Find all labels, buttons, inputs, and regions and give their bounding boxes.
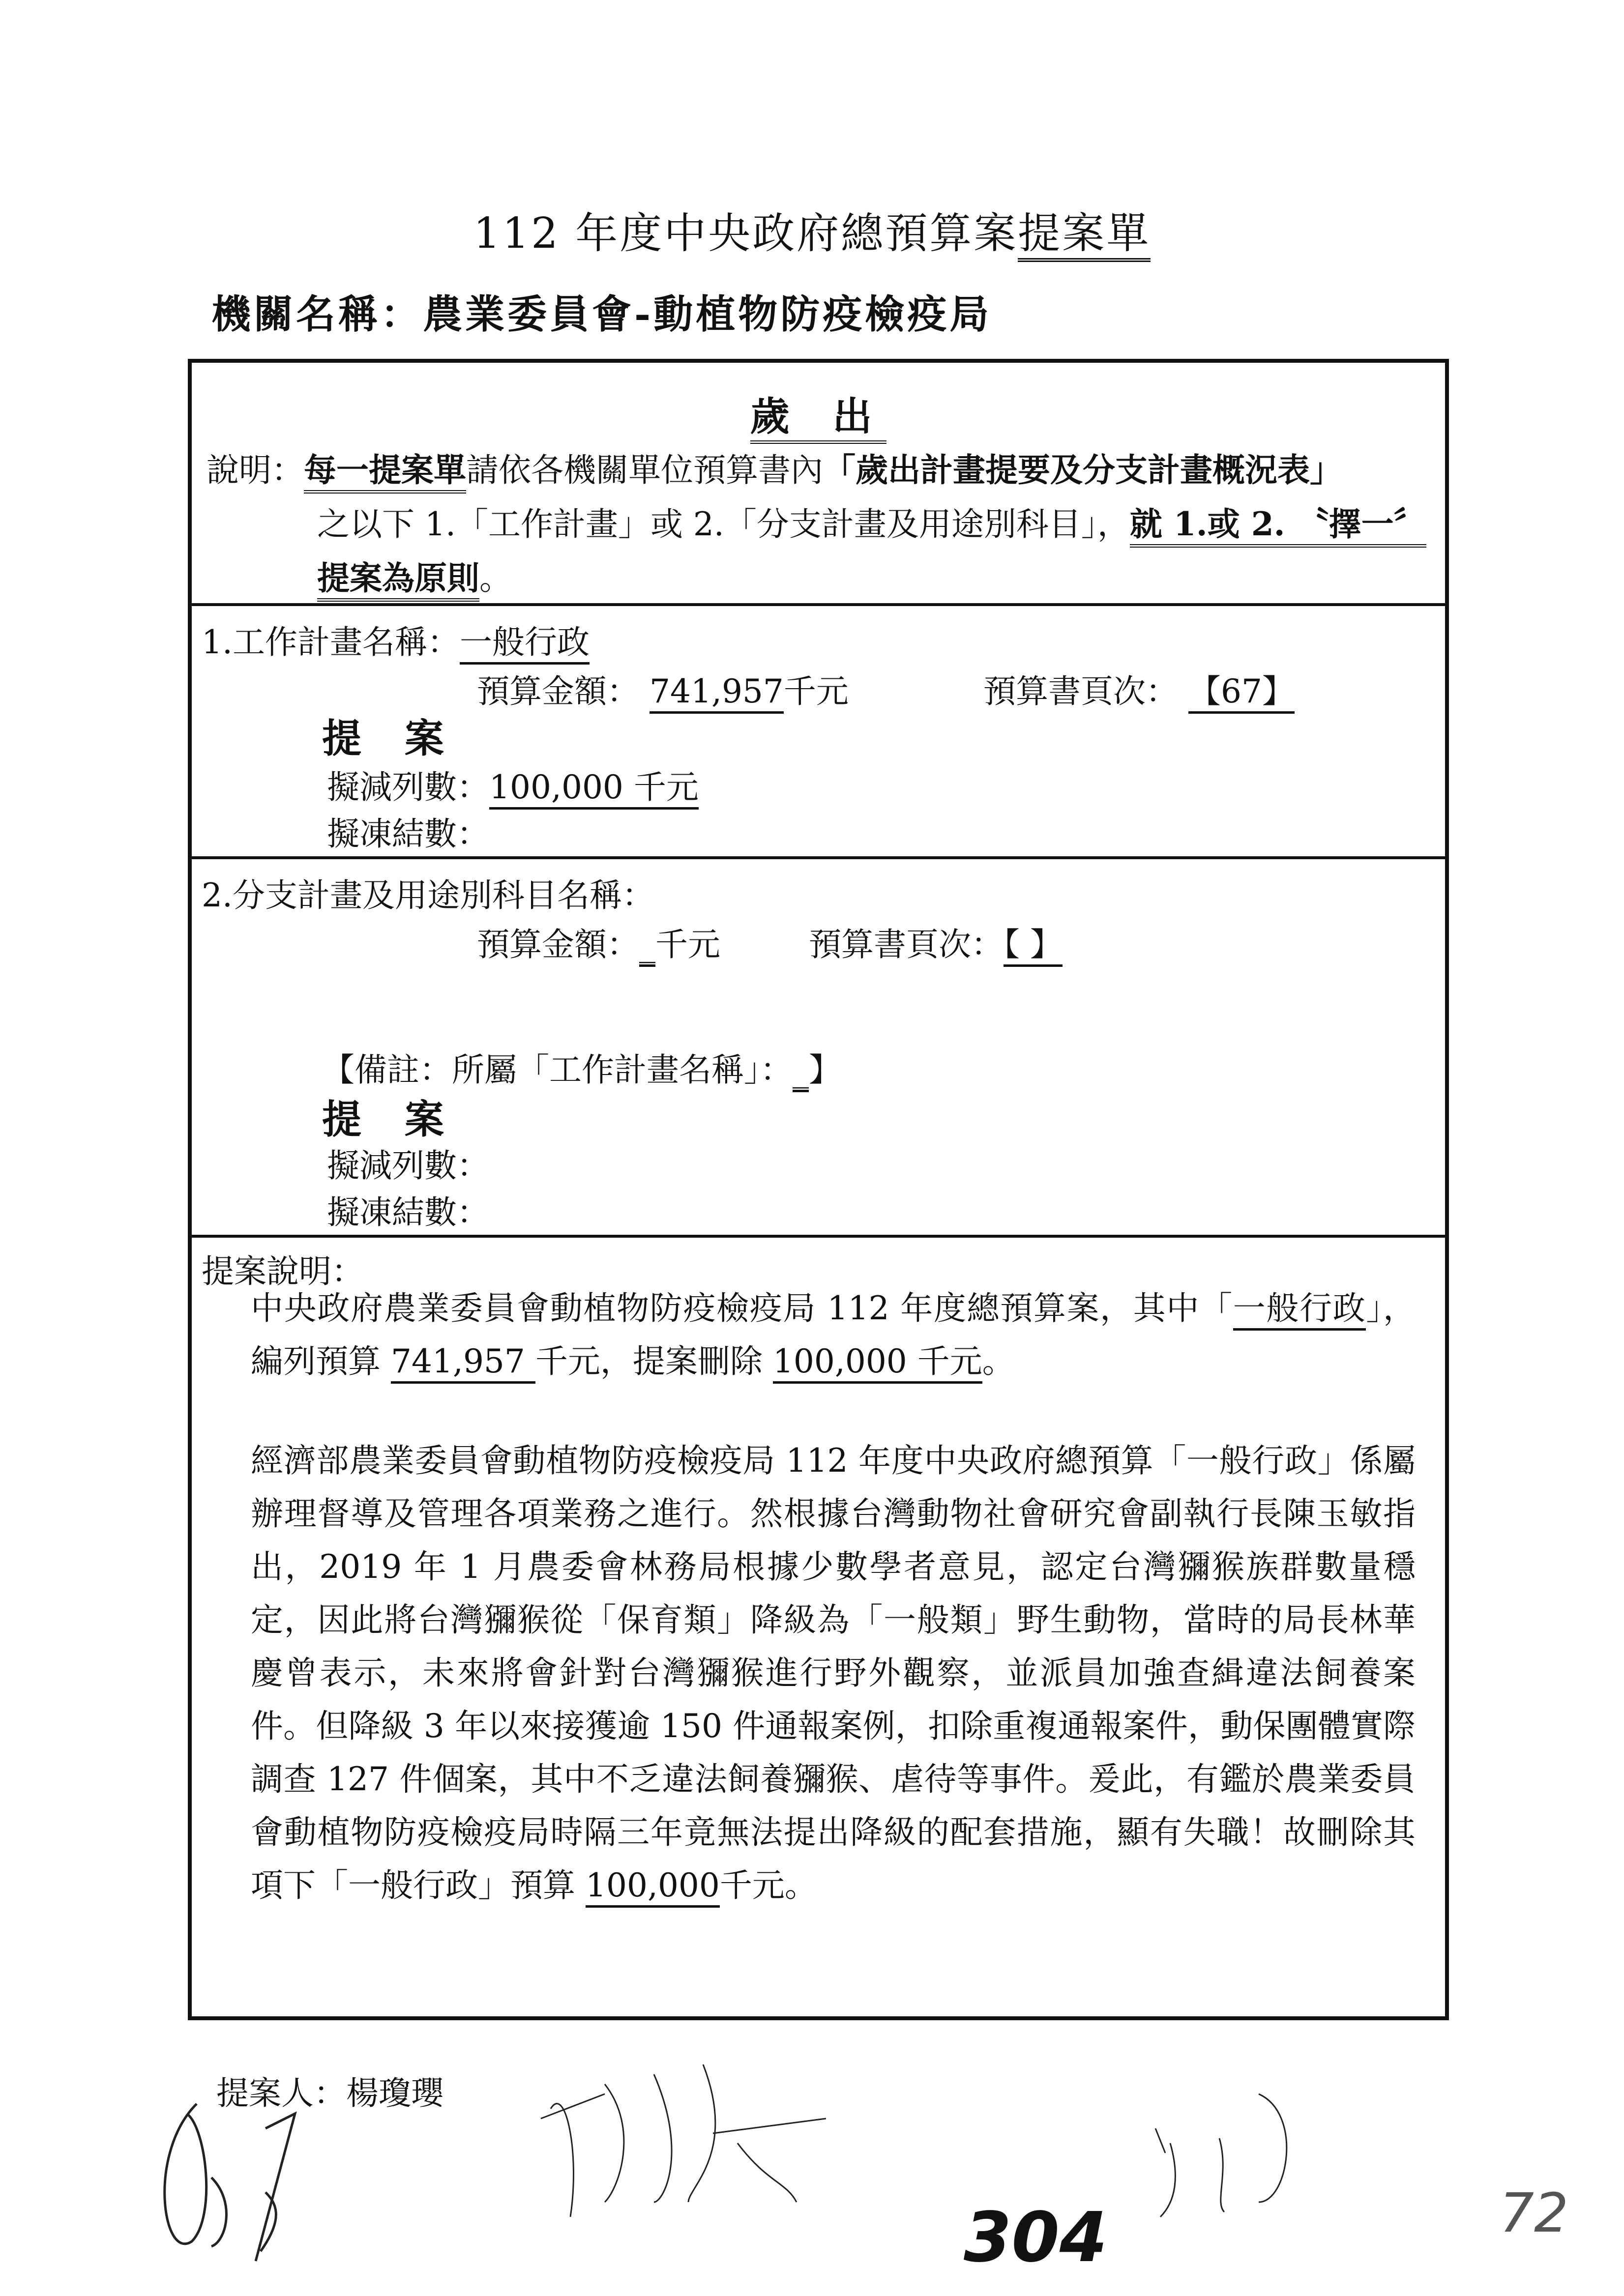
explanation-label: 提案說明： <box>202 1252 364 1290</box>
work-plan-label: 1.工作計畫名稱： <box>202 623 460 661</box>
section-work-plan <box>192 606 1445 859</box>
note-bold-1: 「歲出計畫提要及分支計畫概況表」 <box>823 451 1342 489</box>
note-label: 說明： <box>207 451 304 489</box>
proposer-label: 提案人： <box>216 2074 346 2112</box>
remark-text: 【備註：所屬「工作計畫名稱」： <box>322 1051 793 1089</box>
freeze-label: 擬凍結數： <box>327 815 489 853</box>
p1-a: 中央政府農業委員會動植物防疫檢疫局 112 年度總預算案，其中「 <box>251 1289 1233 1327</box>
proposal-form <box>188 359 1449 2020</box>
note-text-2: 之以下 1.「工作計畫」或 2.「分支計畫及用途別科目」， <box>317 505 1130 543</box>
page-label-2: 預算書頁次： <box>809 926 1004 963</box>
sub-plan-label: 2.分支計畫及用途別科目名稱： <box>202 876 654 914</box>
budget-value: 741,957 <box>650 672 784 714</box>
reduce-value: 100,000 千元 <box>489 768 699 810</box>
signature-2 <box>541 2064 826 2217</box>
signatures-area <box>0 2055 1624 2291</box>
expenditure-heading <box>192 385 1445 441</box>
remark-line <box>322 1044 841 1090</box>
explanation-paragraph-2 <box>251 1434 1416 1912</box>
remark-value: _ <box>793 1051 809 1092</box>
page-line-1 <box>983 665 1295 712</box>
budget-unit: 千元 <box>783 672 849 710</box>
p1-budget: 741,957 <box>391 1342 535 1384</box>
proposal-heading-1: 提 案 <box>322 715 459 761</box>
p1-program: 一般行政 <box>1233 1289 1366 1331</box>
agency-name: 農業委員會-動植物防疫檢疫局 <box>423 291 992 337</box>
agency-label: 機關名稱： <box>211 291 423 337</box>
agency-line <box>211 283 992 339</box>
proposer-name: 楊瓊瓔 <box>346 2074 443 2112</box>
signature-1 <box>165 2104 295 2261</box>
budget-label-2: 預算金額： <box>477 926 639 963</box>
reduce-label-2: 擬減列數： <box>327 1147 489 1185</box>
note-line-1 <box>207 444 1342 491</box>
p2-a: 經濟部農業委員會動植物防疫檢疫局 112 年度中央政府總預算「一般行政」係屬辦理督導及管理各項業務之進行。然根據台灣動物社會研究會副執行長陳玉敏指出，2019 年 1 月農委會林務局根據少數學者意見，認定台灣獼猴族群數量穩定，因此將台灣獼猴從「保育類」降級為「一般類」野生動物，當時的局長林華慶曾表示，未來將會針對台灣獼猴進行野外觀察，並派員加強查緝違法飼養案件。但降級 3 年以來接獲逾 150 件通報案例，扣除重複通報案件，動保團體實際調查 127 件個案，其中不乏違法飼養獼猴、虐待等事件。爰此，有鑑於農業委員會動植物防疫檢疫局時隔三年竟無法提出降級的配套措施，顯有失職！故刪除其項下「一般行政」預算 <box>251 1442 1416 1904</box>
p1-cut: 100,000 千元 <box>773 1342 982 1384</box>
note-line-3 <box>317 552 512 599</box>
note-emph-2: 就 1.或 2. 〝擇一〞 <box>1130 505 1426 548</box>
section-sub-plan <box>192 859 1445 1238</box>
budget-label: 預算金額： <box>477 672 639 710</box>
budget-line-2 <box>477 918 720 965</box>
note-line-2 <box>317 498 1426 545</box>
expenditure-heading-text: 歲 出 <box>750 393 887 444</box>
proposal-heading-2: 提 案 <box>322 1096 459 1142</box>
budget-line-1 <box>477 665 849 712</box>
freeze-label-2: 擬凍結數： <box>327 1193 489 1231</box>
p2-b: 千元。 <box>719 1866 817 1904</box>
work-plan-name: 一般行政 <box>460 623 590 665</box>
p1-b: 」，編列預算 <box>251 1289 1416 1380</box>
note-text-1: 請依各機關單位預算書內 <box>466 451 823 489</box>
work-plan-line <box>202 616 590 663</box>
budget-value-2: _ <box>639 926 655 967</box>
handwritten-number: 304 <box>964 2198 1108 2278</box>
reduce-label: 擬減列數： <box>327 768 489 806</box>
note-emph-3: 提案為原則 <box>317 559 479 602</box>
freeze-line-1 <box>327 808 489 854</box>
page-value: 【67】 <box>1188 672 1295 714</box>
section-explanation <box>192 1238 1445 2016</box>
page-mark: 72 <box>1500 2181 1568 2244</box>
title-underlined: 提案單 <box>1018 209 1151 262</box>
expenditure-section <box>192 363 1445 606</box>
title-prefix: 112 年度中央政府總預算案 <box>473 209 1018 258</box>
note-end: 。 <box>479 559 512 597</box>
budget-unit-2: 千元 <box>655 926 720 963</box>
signature-3 <box>1155 2094 1287 2217</box>
note-emph-1: 每一提案單 <box>304 451 466 494</box>
p1-c: 千元，提案刪除 <box>535 1342 773 1380</box>
page-line-2 <box>809 918 1063 965</box>
explanation-paragraph-1 <box>251 1282 1416 1388</box>
p2-cut: 100,000 <box>586 1866 720 1908</box>
p1-d: 。 <box>982 1342 1015 1380</box>
page-title <box>0 199 1624 260</box>
reduce-line-1 <box>327 761 699 808</box>
remark-end: 】 <box>809 1051 841 1089</box>
page-value-2: 【 】 <box>1004 926 1063 967</box>
page-label: 預算書頁次： <box>983 672 1178 710</box>
